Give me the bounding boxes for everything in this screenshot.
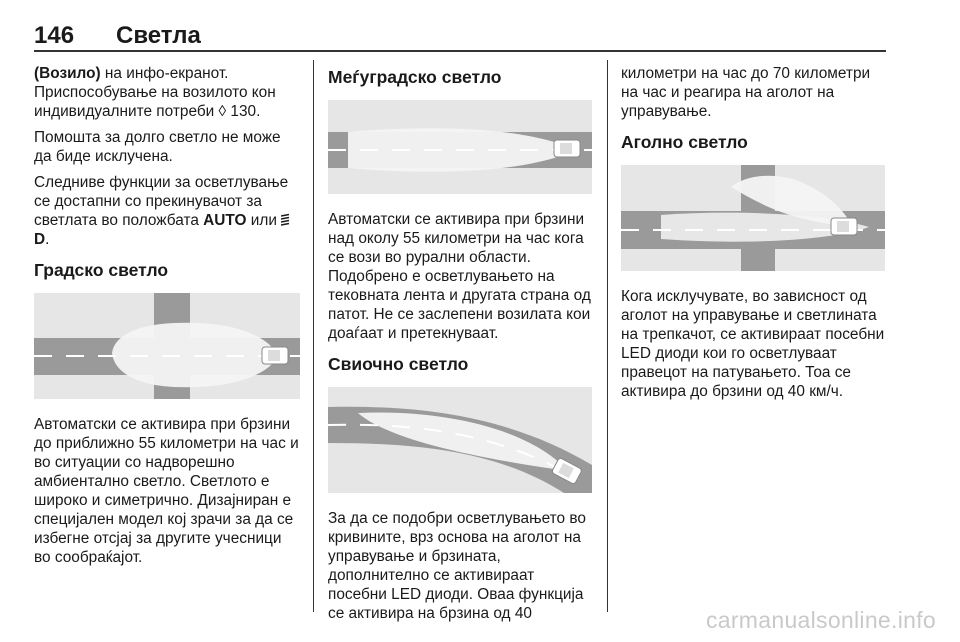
heading-corner-light: Аголно светло <box>621 132 748 152</box>
vehicle-bold: (Возило) <box>34 65 101 82</box>
page-reference[interactable]: 130. <box>226 103 261 120</box>
functions-text: Следниве функции за осветлување се достапни со прекинувачот за светлата во положбата <box>34 174 289 229</box>
corner-light-illustration <box>621 165 885 271</box>
car-icon <box>831 218 857 235</box>
low-beam-icon <box>281 213 290 226</box>
paragraph-country-light: Автоматски се активира при брзини над околу 55 километри на час кога се вози во рурални области. Подобрено е осветлувањето на тековната лента и другата страна од патот. Не се заслепени возилата кои доаѓаат и претекнуваат. <box>328 211 591 342</box>
paragraph-assist: Помошта за долго светло не може да биде исклучена. <box>34 129 281 165</box>
city-light-illustration <box>34 293 300 399</box>
functions-end: . <box>45 231 50 248</box>
page-number: 146 <box>34 22 75 49</box>
heading-city-light: Градско светло <box>34 260 169 280</box>
car-icon <box>554 140 580 157</box>
column-3 <box>621 64 887 408</box>
page-header <box>34 20 886 52</box>
vehicle-text: на инфо-екранот. Приспособување на возилото кон индивидуалните потреби <box>34 65 276 120</box>
paragraph-curve-light: За да се подобри осветлувањето во кривините, врз основа на аголот на управување и брзината, дополнително се активираат посебни LED диоди. Оваа функција се активира на брзина од 40 <box>328 510 586 622</box>
auto-label: AUTO <box>203 212 247 229</box>
header-divider <box>34 50 886 52</box>
paragraph-vehicle <box>34 64 300 121</box>
low-beam-letter: D <box>34 231 46 248</box>
heading-country-light: Меѓуградско светло <box>328 67 502 87</box>
functions-or: или <box>246 212 282 229</box>
page-reference-icon: ◊ <box>218 103 227 120</box>
curve-light-illustration <box>328 387 592 493</box>
column-divider-2 <box>607 60 608 612</box>
heading-curve-light: Свиочно светло <box>328 354 469 374</box>
section-title: Светла <box>116 22 201 49</box>
column-1 <box>34 64 300 574</box>
column-2 <box>328 64 594 630</box>
column-divider-1 <box>313 60 314 612</box>
country-light-illustration <box>328 100 592 194</box>
paragraph-city-light: Автоматски се активира при брзини до приближно 55 километри на час и во ситуации со надворешно амбиентално светло. Светлото е широко и симетрично. Дизајниран е специјален модел кој зрачи за да се избегне отсјај за другите учесници во сообраќајот. <box>34 416 299 566</box>
car-icon <box>262 347 288 364</box>
watermark: carmanualsonline.info <box>705 607 936 633</box>
paragraph-functions <box>34 173 300 249</box>
paragraph-curve-continued: километри на час до 70 километри на час и реагира на аголот на управување. <box>621 65 871 120</box>
paragraph-corner-light: Кога исклучувате, во зависност од аголот на управување и светлината на трепкачот, се активираат посебни LED диоди кои го осветлуваат правецот на патувањето. Тоа се активира до брзини од 40 км/ч. <box>621 288 885 400</box>
